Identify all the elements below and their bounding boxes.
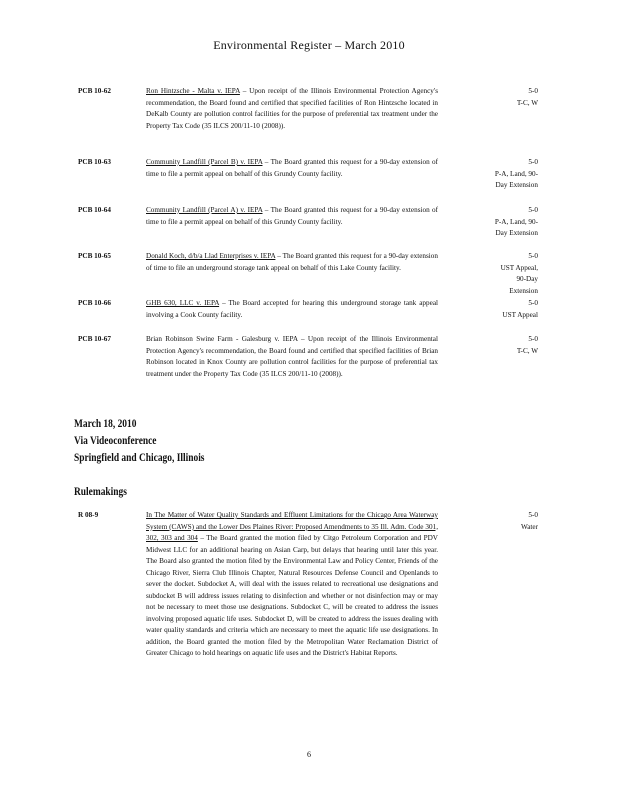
page-header: Environmental Register – March 2010	[213, 38, 405, 52]
case-body: – The Board granted this request for a 90-day extension of time to file an underground storage tank appeal on behalf of this Lake County facility.	[146, 252, 438, 272]
case-vote: 5-0 UST Appeal	[502, 299, 538, 319]
case-number: PCB 10-62	[78, 87, 111, 95]
case-number: PCB 10-66	[78, 299, 111, 307]
case-title: GHB 630, LLC v. IEPA	[146, 299, 220, 307]
case-vote: 5-0 UST Appeal, 90-Day Extension	[500, 252, 538, 295]
case-number: PCB 10-65	[78, 252, 111, 260]
page-number: 6	[307, 750, 311, 759]
case-vote: 5-0 T-C, W	[516, 335, 538, 355]
case-body: – The Board accepted for hearing this underground storage tank appeal involving a Cook County facility.	[146, 299, 439, 319]
case-title: Community Landfill (Parcel B) v. IEPA	[146, 158, 263, 166]
rulemaking-text	[146, 510, 438, 660]
case-number: PCB 10-63	[78, 158, 111, 166]
case-title: Donald Koch, d/b/a Llad Enterprises v. IEPA	[146, 252, 276, 260]
case-text	[146, 334, 438, 380]
rulemaking-body: – The Board granted the motion filed by Citgo Petroleum Corporation and PDV Midwest LLC for an additional hearing on Asian Carp, but delays that hearing until later this year. The Board also granted the motion filed by the Environmental Law and Policy Center, Friends of the Chicago River, Sierra Club Illinois Chapter, Natural Resources Defense Council and Openlands to sever the docket. Subdocket A, will deal with the issues related to recreational use designations and subdocket B will address issues relating to disinfection and whether or not disinfection may or may not be necessary to meet those use designations. Subdocket C, will be created to address the issues involving proposed aquatic life uses. Subdocket D, will be created to address the issues dealing with water quality standards and criteria which are necessary to meet the aquatic life use designations. In addition, the Board granted the motion filed by the Metropolitan Water Reclamation District of Greater Chicago to hold hearings on aquatic life uses and the District's Habitat Reports.	[146, 534, 438, 657]
case-vote: 5-0 P-A, Land, 90- Day Extension	[494, 158, 538, 189]
case-number: PCB 10-67	[78, 335, 111, 343]
case-title: Community Landfill (Parcel A) v. IEPA	[146, 206, 263, 214]
meeting-via: Via Videoconference	[74, 435, 157, 447]
rulemaking-title: In The Matter of Water Quality Standards and Effluent Limitations for the Chicago Area Waterway System (CAWS) and the Lower Des Plaines River: Proposed Amendments to 35 Ill. Adm. Code 301, 302, 303 and 304	[146, 511, 438, 542]
case-body: – The Board granted this request for a 90-day extension of time to file a permit appeal on behalf of this Grundy County facility.	[146, 158, 438, 178]
section-heading-rulemakings: Rulemakings	[74, 486, 127, 498]
meeting-location: Springfield and Chicago, Illinois	[74, 452, 205, 464]
case-vote: 5-0 T-C, W	[516, 87, 538, 107]
case-text	[146, 251, 438, 274]
rulemaking-vote: 5-0 Water	[521, 511, 538, 531]
case-text	[146, 86, 438, 132]
rulemaking-number: R 08-9	[78, 511, 99, 519]
case-body: – The Board granted this request for a 90-day extension of time to file a permit appeal on behalf of this Grundy County facility.	[146, 206, 438, 226]
case-text	[146, 298, 438, 321]
case-text	[146, 205, 438, 228]
case-text	[146, 157, 438, 180]
case-number: PCB 10-64	[78, 206, 111, 214]
case-body: Brian Robinson Swine Farm - Galesburg v. IEPA – Upon receipt of the Illinois Environmental Protection Agency's recommendation, the Board found and certified that specified facilities of Brian Robinson located in Knox County are pollution control facilities for the purpose of preferential tax treatment under the Property Tax Code (35 ILCS 200/11-10 (2008)).	[146, 335, 438, 378]
case-vote: 5-0 P-A, Land, 90- Day Extension	[494, 206, 538, 237]
meeting-date: March 18, 2010	[74, 418, 137, 430]
case-title: Ron Hintzsche - Malta v. IEPA	[146, 87, 240, 95]
case-body: – Upon receipt of the Illinois Environmental Protection Agency's recommendation, the Board found and certified that specified facilities of Ron Hintzsche located in DeKalb County are pollution control facilities for the purpose of preferential tax treatment under the Property Tax Code (35 ILCS 200/11-10 (2008)).	[146, 87, 438, 130]
